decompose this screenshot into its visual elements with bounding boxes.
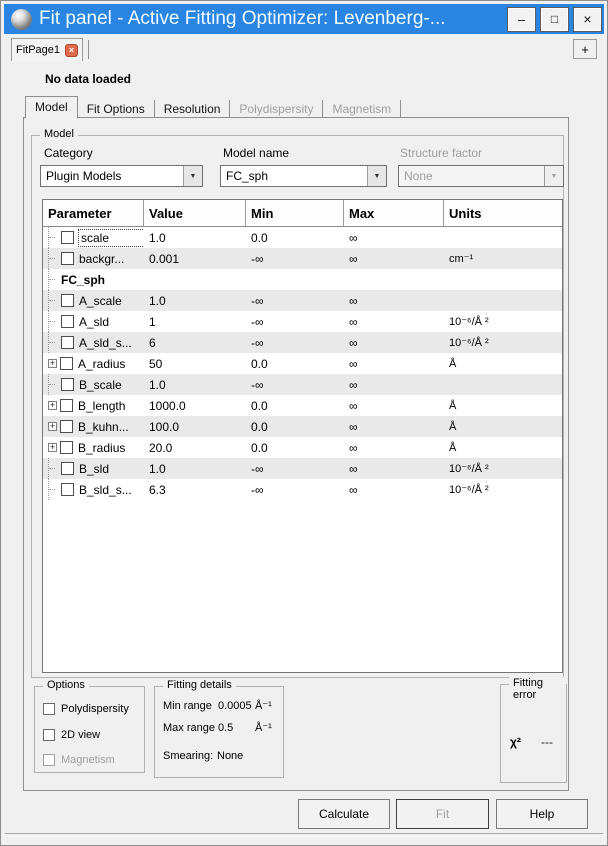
parameter-table bbox=[42, 199, 563, 673]
app-sphere-icon bbox=[11, 9, 32, 30]
max-range-units: Å⁻¹ bbox=[255, 722, 272, 734]
param-min[interactable]: -∞ bbox=[251, 251, 264, 266]
param-min[interactable]: -∞ bbox=[251, 461, 264, 476]
tab-fitpage1[interactable] bbox=[11, 38, 83, 61]
checkbox-label: Magnetism bbox=[61, 754, 115, 766]
checkbox-magnetism bbox=[43, 754, 55, 766]
fit-button: Fit bbox=[396, 799, 489, 829]
table-row bbox=[43, 248, 562, 269]
param-max[interactable]: ∞ bbox=[349, 419, 358, 434]
param-checkbox[interactable] bbox=[60, 357, 73, 370]
table-row bbox=[43, 395, 562, 416]
maximize-button[interactable]: □ bbox=[540, 7, 569, 32]
param-units bbox=[444, 269, 562, 290]
param-units: 10⁻⁶/Å ² bbox=[449, 463, 489, 475]
param-min[interactable]: -∞ bbox=[251, 482, 264, 497]
param-max[interactable]: ∞ bbox=[349, 314, 358, 329]
param-name[interactable]: A_sld_s... bbox=[79, 335, 132, 350]
checkbox-row-magnetism bbox=[43, 754, 115, 766]
chevron-down-icon: ▼ bbox=[544, 166, 563, 186]
param-checkbox[interactable] bbox=[61, 231, 74, 244]
column-header-value[interactable]: Value bbox=[144, 200, 246, 226]
param-value[interactable]: 1 bbox=[149, 314, 156, 329]
column-header-units[interactable]: Units bbox=[449, 205, 482, 221]
expand-icon[interactable]: + bbox=[49, 442, 56, 452]
param-max[interactable]: ∞ bbox=[349, 230, 358, 245]
param-name[interactable]: B_scale bbox=[79, 377, 122, 392]
param-max[interactable]: ∞ bbox=[349, 356, 358, 371]
tab-close-icon[interactable]: × bbox=[65, 44, 78, 57]
param-value[interactable]: 1.0 bbox=[149, 461, 166, 476]
param-units: Å bbox=[449, 399, 457, 412]
param-checkbox[interactable] bbox=[60, 420, 73, 433]
param-units bbox=[444, 374, 562, 395]
param-max[interactable]: ∞ bbox=[349, 251, 358, 266]
structure-factor-value: None bbox=[404, 169, 433, 183]
tab-divider bbox=[88, 40, 89, 59]
fitting-details-groupbox bbox=[154, 679, 284, 778]
calculate-button[interactable]: Calculate bbox=[298, 799, 390, 829]
close-button[interactable]: × bbox=[573, 7, 602, 32]
table-row bbox=[43, 353, 562, 374]
table-row bbox=[43, 374, 562, 395]
category-dropdown[interactable] bbox=[40, 165, 203, 187]
param-max[interactable]: ∞ bbox=[349, 335, 358, 350]
help-button[interactable]: Help bbox=[496, 799, 588, 829]
window-bottom-edge bbox=[5, 833, 603, 837]
column-header-parameter[interactable]: Parameter bbox=[43, 200, 144, 226]
param-value[interactable]: 1.0 bbox=[149, 230, 166, 245]
category-label: Category bbox=[44, 146, 93, 160]
expand-icon[interactable]: + bbox=[49, 400, 56, 410]
param-value[interactable]: 1.0 bbox=[149, 293, 166, 308]
min-range-value: 0.0005 bbox=[218, 700, 252, 712]
parameter-cell bbox=[43, 395, 144, 416]
table-row bbox=[43, 290, 562, 311]
param-units bbox=[444, 290, 562, 311]
param-name[interactable]: B_sld bbox=[79, 461, 110, 476]
param-name[interactable]: B_length bbox=[78, 398, 126, 413]
table-row bbox=[43, 458, 562, 479]
table-row bbox=[43, 332, 562, 353]
param-min[interactable]: 0.0 bbox=[251, 398, 268, 413]
model-tab-pane bbox=[23, 117, 569, 791]
options-groupbox-title: Options bbox=[43, 679, 89, 691]
parameter-cell bbox=[43, 290, 144, 311]
checkbox-row-polydispersity[interactable] bbox=[43, 703, 129, 715]
param-min[interactable] bbox=[246, 269, 344, 290]
inner-tab-strip bbox=[25, 96, 401, 118]
table-row bbox=[43, 269, 562, 290]
param-max[interactable]: ∞ bbox=[349, 440, 358, 455]
fitting-error-title: Fitting error bbox=[509, 677, 566, 701]
parameter-cell bbox=[43, 374, 144, 395]
param-name[interactable]: B_radius bbox=[78, 440, 126, 455]
param-units: Å bbox=[449, 420, 457, 433]
parameter-cell bbox=[43, 416, 144, 437]
param-name[interactable]: B_kuhn... bbox=[78, 419, 129, 434]
parameter-cell bbox=[43, 269, 144, 290]
param-checkbox[interactable] bbox=[61, 252, 74, 265]
category-value: Plugin Models bbox=[46, 169, 122, 183]
param-name[interactable]: backgr... bbox=[79, 251, 125, 266]
status-text: No data loaded bbox=[45, 72, 132, 86]
param-checkbox[interactable] bbox=[61, 336, 74, 349]
param-min[interactable]: -∞ bbox=[251, 377, 264, 392]
tab-magnetism: Magnetism bbox=[323, 100, 401, 118]
param-max[interactable]: ∞ bbox=[349, 482, 358, 497]
table-row bbox=[43, 227, 562, 248]
chevron-down-icon[interactable]: ▼ bbox=[367, 166, 386, 186]
add-fitpage-button[interactable]: + bbox=[573, 39, 597, 59]
param-units: 10⁻⁶/Å ² bbox=[449, 484, 489, 496]
tab-polydispersity: Polydispersity bbox=[230, 100, 323, 118]
tree-line-icon bbox=[48, 269, 58, 290]
param-units: Å bbox=[449, 357, 457, 370]
parameter-cell bbox=[43, 458, 144, 479]
fitpage-tab-bar bbox=[4, 34, 604, 61]
expand-icon[interactable]: + bbox=[49, 358, 56, 368]
column-header-max[interactable]: Max bbox=[344, 200, 444, 226]
param-units bbox=[444, 227, 562, 248]
tab-fit-options[interactable]: Fit Options bbox=[78, 100, 155, 118]
param-max[interactable]: ∞ bbox=[349, 398, 358, 413]
param-value[interactable] bbox=[144, 269, 246, 290]
param-units: Å bbox=[449, 441, 457, 454]
param-min[interactable]: -∞ bbox=[251, 293, 264, 308]
chi-squared-value: --- bbox=[541, 735, 553, 749]
param-checkbox[interactable] bbox=[60, 399, 73, 412]
param-min[interactable]: 0.0 bbox=[251, 356, 268, 371]
parameter-table-header bbox=[43, 200, 562, 227]
param-max[interactable]: ∞ bbox=[349, 293, 358, 308]
chi-squared-label: χ² bbox=[510, 735, 521, 749]
param-min[interactable]: -∞ bbox=[251, 335, 264, 350]
smearing-label: Smearing: bbox=[163, 750, 214, 762]
checkbox-label: Polydispersity bbox=[61, 703, 129, 715]
param-name[interactable]: scale bbox=[79, 230, 144, 246]
param-name[interactable]: B_sld_s... bbox=[79, 482, 132, 497]
max-range-value: 0.5 bbox=[218, 722, 234, 734]
tree-line-icon bbox=[48, 290, 58, 311]
checkbox-2d-view[interactable] bbox=[43, 729, 55, 741]
param-value[interactable]: 100.0 bbox=[149, 419, 180, 434]
model-groupbox bbox=[31, 128, 564, 678]
model-groupbox-title: Model bbox=[40, 128, 78, 140]
structure-factor-label: Structure factor bbox=[400, 146, 483, 160]
min-range-label: Min range bbox=[163, 700, 212, 712]
param-units: cm⁻¹ bbox=[449, 253, 474, 265]
param-checkbox[interactable] bbox=[61, 294, 74, 307]
param-value[interactable]: 6.3 bbox=[149, 482, 166, 497]
param-checkbox[interactable] bbox=[61, 378, 74, 391]
param-checkbox[interactable] bbox=[61, 315, 74, 328]
tree-line-icon bbox=[48, 248, 58, 269]
checkbox-label: 2D view bbox=[61, 729, 101, 741]
table-row bbox=[43, 437, 562, 458]
param-max[interactable] bbox=[344, 269, 444, 290]
window-title: Fit panel - Active Fitting Optimizer: Levenberg-... bbox=[39, 8, 446, 29]
model-name-dropdown[interactable] bbox=[220, 165, 387, 187]
param-units: 10⁻⁶/Å ² bbox=[449, 316, 489, 328]
tab-model[interactable]: Model bbox=[25, 96, 78, 119]
param-checkbox[interactable] bbox=[61, 462, 74, 475]
model-name-value: FC_sph bbox=[226, 169, 269, 183]
param-min[interactable]: 0.0 bbox=[251, 419, 268, 434]
parameter-cell bbox=[43, 332, 144, 353]
param-name[interactable]: A_radius bbox=[78, 356, 126, 371]
param-checkbox[interactable] bbox=[60, 441, 73, 454]
param-min[interactable]: 0.0 bbox=[251, 440, 268, 455]
options-groupbox bbox=[34, 679, 145, 773]
parameter-cell bbox=[43, 311, 144, 332]
parameter-cell bbox=[43, 353, 144, 374]
titlebar[interactable] bbox=[4, 4, 604, 34]
param-checkbox[interactable] bbox=[61, 483, 74, 496]
column-header-min[interactable]: Min bbox=[246, 200, 344, 226]
chevron-down-icon[interactable]: ▼ bbox=[183, 166, 202, 186]
parameter-cell bbox=[43, 227, 144, 248]
tree-line-icon bbox=[48, 479, 58, 500]
tree-line-icon bbox=[48, 332, 58, 353]
expand-icon[interactable]: + bbox=[49, 421, 56, 431]
param-value[interactable]: 1.0 bbox=[149, 377, 166, 392]
tree-line-icon bbox=[48, 311, 58, 332]
tree-line-icon bbox=[48, 227, 58, 248]
table-row bbox=[43, 416, 562, 437]
table-row bbox=[43, 479, 562, 500]
param-value[interactable]: 50 bbox=[149, 356, 163, 371]
parameter-cell bbox=[43, 248, 144, 269]
min-range-units: Å⁻¹ bbox=[255, 700, 272, 712]
fitting-error-groupbox bbox=[500, 677, 567, 783]
tab-resolution[interactable]: Resolution bbox=[155, 100, 231, 118]
tree-line-icon bbox=[48, 458, 58, 479]
param-name[interactable]: A_scale bbox=[79, 293, 122, 308]
tree-line-icon bbox=[48, 374, 58, 395]
param-value[interactable]: 20.0 bbox=[149, 440, 173, 455]
param-min[interactable]: -∞ bbox=[251, 314, 264, 329]
model-section-label[interactable]: FC_sph bbox=[61, 272, 106, 287]
parameter-cell bbox=[43, 479, 144, 500]
model-name-label: Model name bbox=[223, 146, 290, 160]
checkbox-polydispersity[interactable] bbox=[43, 703, 55, 715]
param-name[interactable]: A_sld bbox=[79, 314, 110, 329]
parameter-cell bbox=[43, 437, 144, 458]
max-range-label: Max range bbox=[163, 722, 215, 734]
param-value[interactable]: 1000.0 bbox=[149, 398, 186, 413]
fitting-details-title: Fitting details bbox=[163, 679, 236, 691]
table-row bbox=[43, 311, 562, 332]
param-units: 10⁻⁶/Å ² bbox=[449, 337, 489, 349]
param-max[interactable]: ∞ bbox=[349, 461, 358, 476]
param-max[interactable]: ∞ bbox=[349, 377, 358, 392]
smearing-value: None bbox=[217, 750, 244, 762]
param-min[interactable]: 0.0 bbox=[251, 230, 268, 245]
fitpage-tab-label: FitPage1 bbox=[15, 44, 61, 56]
checkbox-row-2d-view[interactable] bbox=[43, 729, 100, 741]
structure-factor-dropdown bbox=[398, 165, 564, 187]
minimize-button[interactable]: – bbox=[507, 7, 536, 32]
param-value[interactable]: 0.001 bbox=[149, 251, 180, 266]
param-value[interactable]: 6 bbox=[149, 335, 156, 350]
parameter-table-body bbox=[43, 227, 562, 500]
